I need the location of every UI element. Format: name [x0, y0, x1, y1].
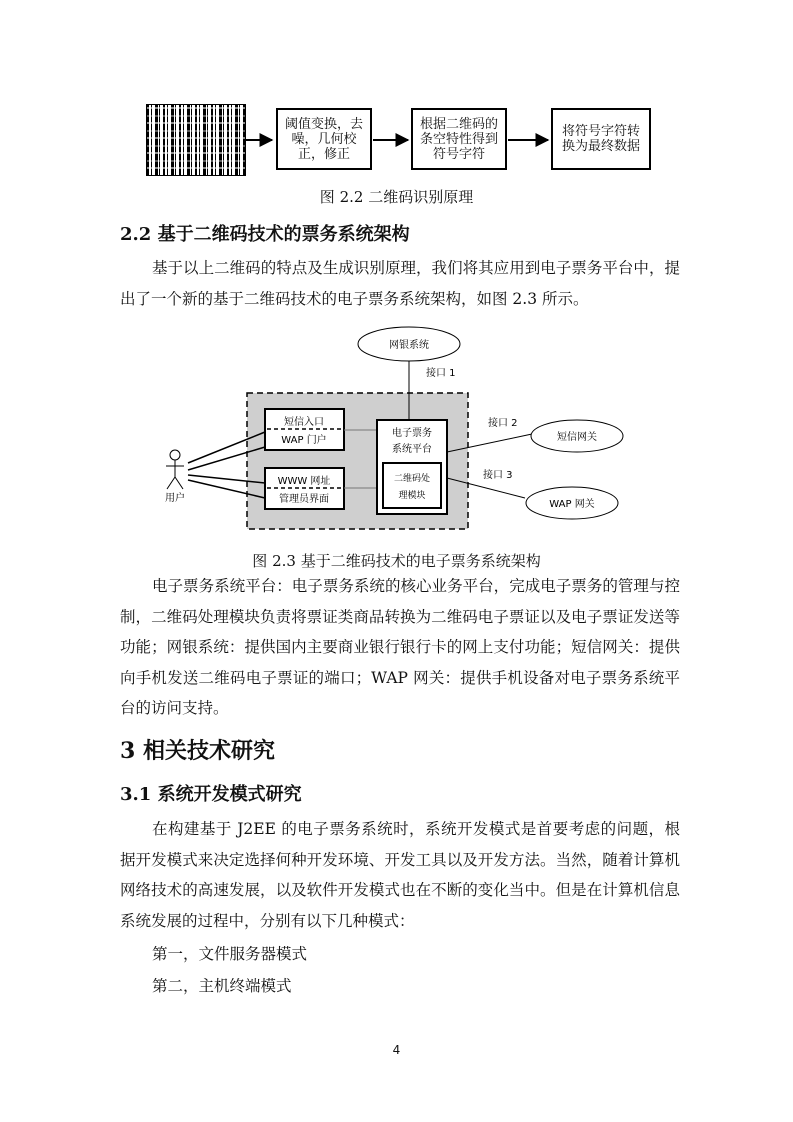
www-entry-label: WWW 网址 — [277, 476, 331, 487]
wap-entry-label: WAP 门户 — [281, 435, 327, 446]
qr-module-box — [383, 463, 441, 508]
architecture-description: 电子票务系统平台：电子票务系统的核心业务平台，完成电子票务的管理与控制，二维码处理模块负责将票证类商品转换为二维码电子票证以及电子票证发送等功能；网银系统：提供国内主要商业银行银行卡的网上支付功能；短信网关：提供向手机发送二维码电子票证的端口；WAP 网关：提供手机设备对电子票务系统平台的访问支持。 — [120, 577, 680, 717]
flow-arrows — [0, 0, 793, 210]
wap-gateway-label: WAP 网关 — [549, 499, 595, 510]
user-label: 用户 — [165, 493, 185, 504]
flow-step-convert: 将符号字符转换为最终数据 — [551, 108, 651, 170]
figure-2-2-caption: 图 2.2 二维码识别原理 — [319, 188, 474, 206]
section-3-1-heading: 3.1 系统开发模式研究 — [120, 784, 302, 805]
sms-entry-label: 短信入口 — [284, 417, 324, 428]
interface-2-label: 接口 2 — [488, 418, 518, 429]
qr-module-label-2: 理模块 — [398, 491, 426, 501]
bank-system-label: 网银系统 — [389, 340, 429, 351]
qr-module-label-1: 二维码处 — [393, 474, 431, 484]
platform-label-2: 系统平台 — [392, 444, 432, 455]
interface-1-label: 接口 1 — [426, 368, 456, 379]
figure-2-3-diagram — [0, 320, 793, 545]
platform-label-1: 电子票务 — [392, 428, 432, 439]
interface-3-label: 接口 3 — [483, 470, 513, 481]
section-2-2-heading: 2.2 基于二维码技术的票务系统架构 — [120, 224, 410, 245]
sms-gateway-label: 短信网关 — [557, 432, 597, 443]
figure-2-3-caption: 图 2.3 基于二维码技术的电子票务系统架构 — [252, 552, 541, 570]
chapter-3-heading: 3 相关技术研究 — [120, 738, 275, 764]
section-2-2-paragraph: 基于以上二维码的特点及生成识别原理，我们将其应用到电子票务平台中，提出了一个新的基于二维码技术的电子票务系统架构，如图 2.3 所示。 — [120, 259, 680, 308]
page-number: 4 — [392, 1043, 401, 1057]
mode-item-1: 第一，文件服务器模式 — [152, 945, 308, 963]
user-icon — [166, 450, 184, 489]
figure-2-2 — [0, 0, 793, 210]
flow-step-denoise: 阈值变换，去噪，几何校正，修正 — [276, 108, 372, 170]
admin-entry-label: 管理员界面 — [279, 494, 329, 505]
flow-step-symbol: 根据二维码的条空特性得到符号字符 — [411, 108, 507, 170]
mode-item-2: 第二，主机终端模式 — [152, 977, 292, 995]
section-3-1-paragraph: 在构建基于 J2EE 的电子票务系统时，系统开发模式是首要考虑的问题，根据开发模式来决定选择何种开发环境、开发工具以及开发方法。当然，随着计算机网络技术的高速发展，以及软件开发模式也在不断的变化当中。但是在计算机信息系统发展的过程中，分别有以下几种模式： — [120, 820, 680, 930]
